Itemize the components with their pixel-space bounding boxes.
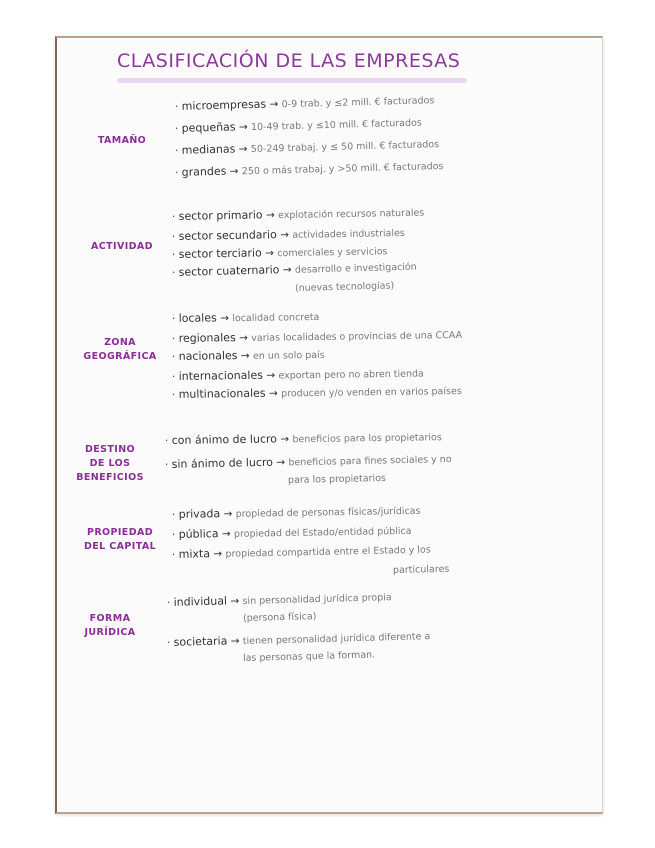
classification-item (172, 504, 421, 523)
classification-item (167, 629, 431, 651)
item-term: individual (173, 594, 228, 609)
arrow-icon: → (209, 547, 226, 561)
classification-item (172, 206, 425, 225)
item-description-continued: (nuevas tecnologías) (294, 280, 395, 294)
category-label (65, 443, 155, 485)
arrow-icon: → (235, 143, 252, 156)
bullet-point: · (174, 144, 182, 157)
bullet-point: · (171, 370, 179, 383)
notebook-page (55, 36, 603, 814)
category-label-line: TAMAÑO (97, 135, 147, 146)
item-description: 250 o más trabaj. y >50 mill. € facturados (241, 160, 444, 178)
item-description: explotación recursos naturales (277, 207, 425, 222)
arrow-icon: → (279, 263, 296, 277)
bullet-point: · (171, 548, 179, 561)
item-description: propiedad compartida entre el Estado y los (225, 544, 431, 560)
item-term: pequeñas (181, 120, 236, 135)
arrow-icon: → (266, 98, 282, 111)
bullet-point: · (171, 508, 179, 521)
category-label-line: DE LOS (89, 458, 131, 469)
classification-item (172, 348, 325, 365)
item-term: mixta (178, 547, 211, 561)
arrow-icon: → (262, 369, 279, 382)
bullet-point: · (174, 166, 182, 179)
item-term: internacionales (178, 368, 264, 383)
item-description: tienen personalidad jurídica diferente a (242, 631, 431, 648)
arrow-icon: → (237, 349, 254, 363)
item-description: comerciales y servicios (277, 246, 388, 260)
bullet-point: · (171, 266, 179, 279)
item-term: pública (178, 527, 219, 541)
arrow-icon: → (262, 209, 279, 222)
bullet-point: · (164, 434, 172, 447)
item-description: producen y/o venden en varios países (281, 385, 462, 400)
item-description-continued: particulares (392, 563, 450, 576)
category-label-line: ZONA (104, 337, 136, 348)
item-description: 50-249 trabaj. y ≤ 50 mill. € facturados (250, 139, 440, 156)
category-label (75, 526, 165, 554)
classification-item (167, 590, 392, 611)
item-description-continued: las personas que la forman. (242, 649, 376, 664)
category-label (65, 612, 155, 640)
classification-item (172, 310, 320, 327)
category-label-line: FORMA (89, 613, 131, 624)
item-description: 0-9 trab. y ≤2 mill. € facturados (281, 95, 435, 111)
item-term: sector primario (178, 208, 263, 223)
classification-item (175, 137, 440, 159)
item-term: privada (178, 507, 221, 521)
item-description: 10-49 trab. y ≤10 mill. € facturados (250, 117, 422, 134)
title-highlight (117, 78, 467, 83)
item-description: beneficios para fines sociales y no (288, 453, 452, 469)
bullet-point: · (166, 596, 174, 609)
page-title: CLASIFICACIÓN DE LAS EMPRESAS (117, 50, 461, 72)
item-term: regionales (178, 331, 236, 345)
item-term: nacionales (178, 349, 238, 363)
item-description-continued: (persona física) (242, 611, 317, 624)
item-description: sin personalidad jurídica propia (242, 592, 392, 608)
classification-item (172, 328, 462, 347)
category-label (77, 240, 167, 254)
arrow-icon: → (265, 387, 282, 400)
item-description: localidad concreta (232, 311, 320, 325)
item-description: actividades industriales (292, 227, 405, 241)
classification-item (175, 116, 422, 137)
category-label-line: DEL CAPITAL (83, 541, 157, 552)
classification-item (172, 384, 462, 403)
bullet-point: · (171, 210, 179, 223)
category-label-line: DESTINO (84, 444, 136, 455)
item-description: propiedad de personas físicas/jurídicas (235, 505, 421, 520)
arrow-icon: → (235, 121, 252, 134)
item-term: multinacionales (178, 386, 266, 401)
item-term: microempresas (181, 97, 267, 113)
arrow-icon: → (227, 635, 244, 648)
classification-item (172, 524, 412, 543)
classification-item (172, 244, 388, 263)
arrow-icon: → (226, 595, 243, 608)
item-description: en un solo país (252, 349, 325, 362)
arrow-icon: → (218, 527, 235, 541)
item-description: beneficios para los propietarios (292, 432, 442, 446)
classification-item (172, 226, 405, 245)
item-description-continued: para los propietarios (287, 472, 387, 486)
bullet-point: · (171, 528, 179, 541)
bullet-point: · (174, 122, 182, 135)
item-term: grandes (181, 164, 227, 179)
category-label (75, 336, 165, 364)
arrow-icon: → (261, 247, 278, 260)
arrow-icon: → (220, 507, 236, 521)
bullet-point: · (166, 636, 174, 649)
item-term: sector cuaternario (178, 263, 280, 279)
bullet-point: · (164, 458, 172, 471)
bullet-point: · (171, 248, 179, 261)
item-description: varias localidades o provincias de una CCAA (251, 329, 463, 344)
bullet-point: · (171, 332, 179, 345)
arrow-icon: → (216, 312, 233, 325)
arrow-icon: → (276, 433, 293, 446)
category-label-line: GEOGRÁFICA (83, 351, 157, 362)
item-term: sector terciario (178, 246, 262, 261)
bullet-point: · (171, 350, 179, 363)
item-term: sin ánimo de lucro (171, 455, 274, 471)
classification-item (172, 366, 424, 385)
category-label-line: PROPIEDAD (86, 527, 154, 538)
item-term: sector secundario (178, 228, 277, 243)
item-description: desarrollo e investigación (294, 261, 417, 276)
category-label-line: ACTIVIDAD (91, 241, 153, 252)
arrow-icon: → (276, 228, 293, 242)
category-label-line: JURÍDICA (84, 627, 136, 638)
arrow-icon: → (272, 456, 289, 469)
item-term: societaria (173, 634, 228, 649)
item-term: medianas (181, 142, 236, 157)
classification-item (175, 93, 435, 115)
item-term: locales (178, 311, 217, 325)
item-term: con ánimo de lucro (171, 432, 278, 447)
classification-item (165, 430, 442, 449)
bullet-point: · (171, 388, 179, 401)
classification-item (175, 159, 444, 181)
category-label-line: BENEFICIOS (76, 472, 144, 483)
bullet-point: · (171, 230, 179, 243)
arrow-icon: → (235, 331, 252, 345)
category-label (77, 134, 167, 148)
bullet-point: · (171, 312, 179, 325)
item-description: exportan pero no abren tienda (278, 368, 424, 382)
bullet-point: · (174, 100, 182, 113)
item-description: propiedad del Estado/entidad pública (233, 525, 412, 540)
arrow-icon: → (226, 165, 242, 178)
classification-item (165, 452, 452, 473)
classification-item (172, 543, 431, 563)
